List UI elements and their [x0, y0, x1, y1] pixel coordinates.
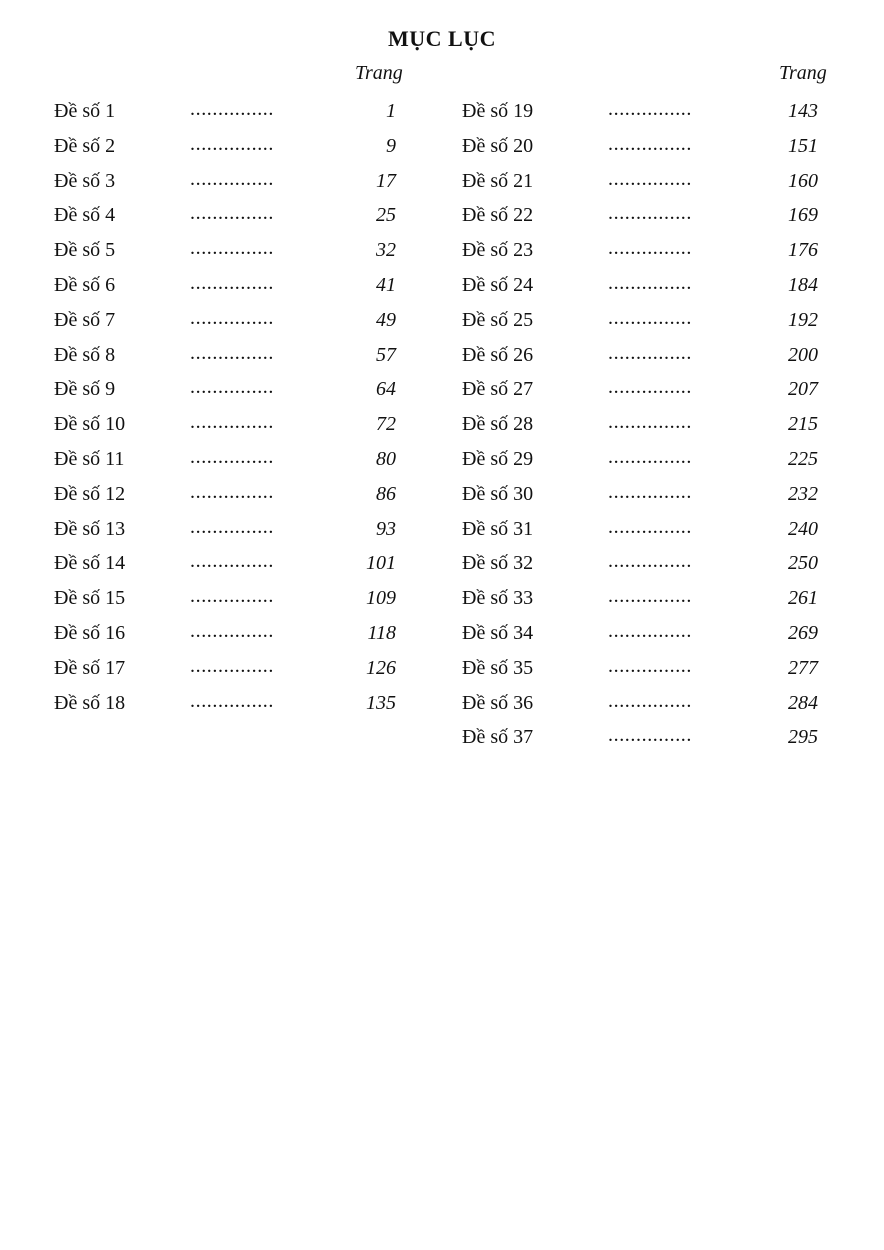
toc-entry — [462, 233, 832, 268]
toc-entry-page-number: 184 — [788, 273, 818, 296]
toc-entry — [54, 164, 464, 199]
toc-entry-page-number: 250 — [788, 552, 818, 575]
toc-entry-page-number: 240 — [788, 517, 818, 540]
toc-entry — [54, 581, 464, 616]
toc-left-column — [54, 94, 464, 720]
toc-leader-dots: ............... — [190, 98, 274, 120]
toc-leader-dots: ............... — [608, 411, 692, 434]
toc-entry-label: Đề số 34 — [462, 621, 534, 644]
toc-entry-label: Đề số 3 — [54, 169, 116, 192]
toc-entry — [462, 198, 832, 233]
toc-leader-dots: ............... — [190, 654, 274, 677]
toc-entry-label: Đề số 10 — [54, 413, 126, 436]
toc-leader-dots: ............... — [190, 585, 274, 608]
toc-leader-dots: ............... — [608, 515, 692, 538]
toc-entry — [54, 686, 464, 721]
toc-entry-label: Đề số 19 — [462, 100, 534, 122]
toc-leader-dots: ............... — [608, 167, 692, 190]
toc-leader-dots: ............... — [608, 480, 692, 503]
toc-entry-page-number: 25 — [376, 204, 396, 227]
toc-entry-page-number: 215 — [788, 413, 818, 436]
toc-leader-dots: ............... — [190, 376, 274, 399]
toc-entry-label: Đề số 8 — [54, 343, 116, 366]
toc-leader-dots: ............... — [190, 411, 274, 434]
toc-leader-dots: ............... — [608, 237, 692, 260]
toc-entry-label: Đề số 2 — [54, 134, 116, 157]
toc-leader-dots: ............... — [608, 341, 692, 364]
toc-entry — [462, 268, 832, 303]
toc-leader-dots: ............... — [608, 445, 692, 468]
toc-entry-page-number: 225 — [788, 447, 818, 470]
toc-entry-label: Đề số 17 — [54, 656, 126, 679]
toc-leader-dots: ............... — [190, 202, 274, 225]
toc-entry-label: Đề số 9 — [54, 378, 116, 401]
toc-entry-label: Đề số 30 — [462, 482, 534, 505]
toc-entry-label: Đề số 1 — [54, 100, 116, 122]
toc-entry-label: Đề số 21 — [462, 169, 534, 192]
toc-entry-label: Đề số 14 — [54, 552, 126, 575]
toc-leader-dots: ............... — [190, 515, 274, 538]
toc-entry-page-number: 109 — [366, 587, 396, 610]
toc-leader-dots: ............... — [190, 689, 274, 712]
toc-leader-dots: ............... — [608, 202, 692, 225]
toc-entry — [462, 651, 832, 686]
toc-leader-dots: ............... — [190, 271, 274, 294]
toc-entry-page-number: 93 — [376, 517, 396, 540]
toc-entry-label: Đề số 13 — [54, 517, 126, 540]
toc-entry — [462, 338, 832, 373]
toc-leader-dots: ............... — [608, 724, 692, 747]
toc-entry-label: Đề số 11 — [54, 447, 125, 470]
toc-leader-dots: ............... — [608, 619, 692, 642]
toc-entry — [54, 512, 464, 547]
toc-entry-label: Đề số 27 — [462, 378, 534, 401]
toc-leader-dots: ............... — [190, 550, 274, 573]
toc-entry-label: Đề số 31 — [462, 517, 534, 540]
toc-entry-page-number: 176 — [788, 239, 818, 262]
toc-entry-page-number: 17 — [376, 169, 396, 192]
toc-entry — [54, 94, 464, 129]
toc-entry-label: Đề số 18 — [54, 691, 126, 714]
toc-entry-page-number: 151 — [788, 134, 818, 157]
toc-entry-page-number: 64 — [376, 378, 396, 401]
toc-entry-page-number: 86 — [376, 482, 396, 505]
toc-entry-page-number: 295 — [788, 726, 818, 749]
toc-entry-page-number: 207 — [788, 378, 818, 401]
toc-entry-label: Đề số 4 — [54, 204, 116, 227]
toc-entry — [462, 372, 832, 407]
toc-leader-dots: ............... — [608, 271, 692, 294]
toc-leader-dots: ............... — [608, 98, 692, 120]
toc-right-column — [462, 94, 832, 755]
toc-leader-dots: ............... — [608, 550, 692, 573]
toc-entry-label: Đề số 22 — [462, 204, 534, 227]
toc-entry-label: Đề số 7 — [54, 308, 116, 331]
toc-entry-label: Đề số 35 — [462, 656, 534, 679]
toc-leader-dots: ............... — [608, 654, 692, 677]
toc-entry-page-number: 101 — [366, 552, 396, 575]
toc-entry — [462, 303, 832, 338]
toc-entry — [54, 651, 464, 686]
toc-entry-page-number: 1 — [386, 100, 396, 122]
toc-entry — [54, 442, 464, 477]
toc-entry — [462, 94, 832, 129]
toc-entry — [462, 477, 832, 512]
toc-entry-page-number: 80 — [376, 447, 396, 470]
toc-entry — [462, 616, 832, 651]
toc-entry-page-number: 232 — [788, 482, 818, 505]
toc-entry — [54, 372, 464, 407]
toc-entry-label: Đề số 28 — [462, 413, 534, 436]
toc-entry-label: Đề số 32 — [462, 552, 534, 575]
toc-entry-page-number: 143 — [788, 100, 818, 122]
toc-leader-dots: ............... — [190, 237, 274, 260]
toc-entry-page-number: 160 — [788, 169, 818, 192]
toc-entry — [462, 164, 832, 199]
toc-entry-page-number: 169 — [788, 204, 818, 227]
toc-entry-label: Đề số 16 — [54, 621, 126, 644]
toc-entry — [54, 233, 464, 268]
toc-entry-page-number: 192 — [788, 308, 818, 331]
toc-entry — [462, 686, 832, 721]
toc-entry — [54, 303, 464, 338]
toc-entry — [54, 407, 464, 442]
toc-entry — [54, 546, 464, 581]
toc-entry — [54, 268, 464, 303]
toc-entry-label: Đề số 29 — [462, 447, 534, 470]
toc-entry-label: Đề số 20 — [462, 134, 534, 157]
toc-leader-dots: ............... — [608, 585, 692, 608]
toc-entry-label: Đề số 37 — [462, 726, 534, 749]
toc-entry-label: Đề số 12 — [54, 482, 126, 505]
toc-entry-page-number: 57 — [376, 343, 396, 366]
toc-entry-label: Đề số 15 — [54, 587, 126, 610]
toc-entry-page-number: 9 — [386, 134, 396, 157]
toc-entry-page-number: 118 — [367, 621, 396, 644]
toc-entry — [54, 338, 464, 373]
toc-entry — [462, 407, 832, 442]
toc-entry-page-number: 261 — [788, 587, 818, 610]
toc-leader-dots: ............... — [190, 619, 274, 642]
toc-entry — [54, 477, 464, 512]
toc-entry — [462, 512, 832, 547]
toc-entry-page-number: 32 — [376, 239, 396, 262]
toc-entry-label: Đề số 6 — [54, 273, 116, 296]
toc-leader-dots: ............... — [190, 445, 274, 468]
right-page-column-header: Trang — [779, 62, 827, 84]
toc-leader-dots: ............... — [190, 167, 274, 190]
toc-entry-label: Đề số 25 — [462, 308, 534, 331]
toc-entry-label: Đề số 23 — [462, 239, 534, 262]
toc-entry — [54, 129, 464, 164]
toc-entry-label: Đề số 26 — [462, 343, 534, 366]
toc-leader-dots: ............... — [608, 376, 692, 399]
toc-leader-dots: ............... — [190, 341, 274, 364]
toc-entry — [54, 198, 464, 233]
toc-entry — [462, 581, 832, 616]
toc-entry-page-number: 72 — [376, 413, 396, 436]
toc-leader-dots: ............... — [608, 132, 692, 155]
toc-entry-page-number: 126 — [366, 656, 396, 679]
toc-leader-dots: ............... — [608, 306, 692, 329]
toc-entry — [462, 129, 832, 164]
toc-entry-label: Đề số 5 — [54, 239, 116, 262]
toc-leader-dots: ............... — [190, 132, 274, 155]
toc-entry-label: Đề số 33 — [462, 587, 534, 610]
toc-entry — [462, 720, 832, 755]
toc-entry-page-number: 135 — [366, 691, 396, 714]
toc-leader-dots: ............... — [190, 306, 274, 329]
left-page-column-header: Trang — [355, 62, 403, 84]
toc-entry-page-number: 41 — [376, 273, 396, 296]
toc-entry-label: Đề số 36 — [462, 691, 534, 714]
toc-entry-page-number: 269 — [788, 621, 818, 644]
toc-entry-page-number: 200 — [788, 343, 818, 366]
toc-leader-dots: ............... — [190, 480, 274, 503]
toc-leader-dots: ............... — [608, 689, 692, 712]
toc-entry — [462, 546, 832, 581]
toc-entry-page-number: 49 — [376, 308, 396, 331]
toc-entry-label: Đề số 24 — [462, 273, 534, 296]
page-title: MỤC LỤC — [388, 26, 496, 51]
toc-entry-page-number: 277 — [788, 656, 818, 679]
toc-entry — [462, 442, 832, 477]
toc-entry — [54, 616, 464, 651]
toc-entry-page-number: 284 — [788, 691, 818, 714]
